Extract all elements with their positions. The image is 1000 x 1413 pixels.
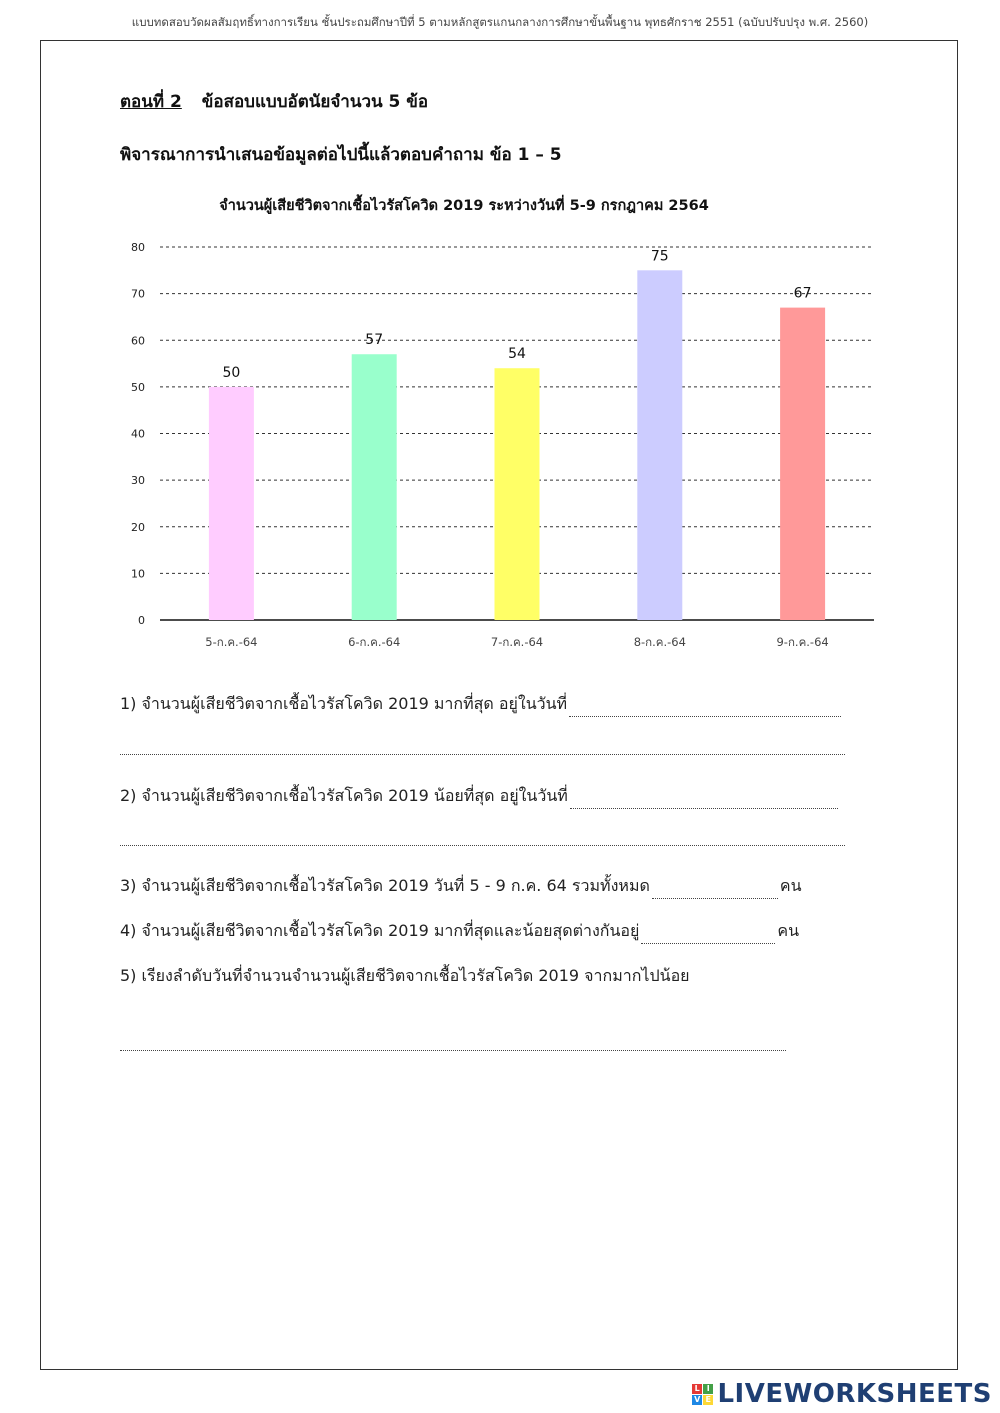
bar: [637, 270, 682, 620]
question-4: [120, 919, 799, 944]
question-4-unit: คน: [777, 921, 800, 940]
page-header: แบบทดสอบวัดผลสัมฤทธิ์ทางการเรียน ชั้นประถมศึกษาปีที่ 5 ตามหลักสูตรแกนกลางการศึกษาขั้นพื้นฐาน พุทธศักราช 2551 (ฉบับปรับปรุง พ.ศ. 2560): [131, 15, 869, 29]
question-4-text: 4) จำนวนผู้เสียชีวิตจากเชื้อไวรัสโควิด 2019 มากที่สุดและน้อยสุดต่างกันอยู่: [120, 921, 640, 940]
brand-icon-e: E: [703, 1395, 713, 1405]
section-part: ตอนที่ 2: [120, 92, 182, 112]
bar-value-label: 75: [650, 248, 669, 265]
y-tick-label: 0: [138, 614, 145, 627]
question-2: [120, 784, 840, 809]
y-tick-label: 10: [131, 567, 145, 581]
question-3-unit: คน: [779, 876, 802, 895]
question-1: [120, 692, 843, 717]
brand-logo[interactable]: [692, 1379, 992, 1409]
answer-2-blank[interactable]: [570, 790, 838, 809]
question-1-text: 1) จำนวนผู้เสียชีวิตจากเชื้อไวรัสโควิด 2019 มากที่สุด อยู่ในวันที่: [120, 694, 568, 713]
question-5-text: 5) เรียงลำดับวันที่จำนวนจำนวนผู้เสียชีวิตจากเชื้อไวรัสโควิด 2019 จากมากไปน้อย: [120, 966, 690, 985]
bar: [209, 387, 254, 620]
answer-2-line[interactable]: [120, 845, 845, 846]
y-tick-label: 70: [131, 287, 145, 301]
bar-value-label: 57: [365, 332, 384, 349]
answer-1-blank[interactable]: [569, 698, 841, 717]
x-tick-label: 8-ก.ค.-64: [633, 635, 686, 649]
bar-chart: [0, 0, 1000, 680]
x-tick-label: 5-ก.ค.-64: [205, 635, 258, 649]
answer-4-blank[interactable]: [641, 925, 775, 944]
question-5: [120, 964, 690, 989]
x-tick-label: 9-ก.ค.-64: [776, 635, 829, 649]
answer-3-blank[interactable]: [652, 880, 778, 899]
chart-title: จำนวนผู้เสียชีวิตจากเชื้อไวรัสโควิด 2019 ระหว่างวันที่ 5-9 กรกฎาคม 2564: [219, 198, 709, 214]
y-tick-label: 80: [131, 241, 145, 254]
bar: [352, 354, 397, 620]
y-tick-label: 50: [131, 380, 145, 394]
bar: [495, 368, 540, 620]
bar: [780, 308, 825, 620]
y-tick-label: 40: [131, 427, 145, 441]
y-tick-label: 30: [131, 474, 145, 488]
question-3-text: 3) จำนวนผู้เสียชีวิตจากเชื้อไวรัสโควิด 2019 วันที่ 5 - 9 ก.ค. 64 รวมทั้งหมด: [120, 876, 650, 895]
question-2-text: 2) จำนวนผู้เสียชีวิตจากเชื้อไวรัสโควิด 2019 น้อยที่สุด อยู่ในวันที่: [120, 786, 568, 805]
answer-5-line[interactable]: [120, 1050, 786, 1051]
brand-icon-v: V: [694, 1394, 701, 1404]
brand-name: LIVEWORKSHEETS: [717, 1379, 992, 1409]
brand-icon-i: I: [703, 1384, 713, 1394]
question-3: [120, 874, 802, 899]
brand-icon: [692, 1384, 713, 1405]
x-tick-label: 6-ก.ค.-64: [348, 635, 401, 649]
bar-value-label: 67: [793, 285, 812, 302]
y-tick-label: 20: [131, 520, 145, 534]
y-tick-label: 60: [131, 334, 145, 348]
instruction: พิจารณาการนำเสนอข้อมูลต่อไปนี้แล้วตอบคำถาม ข้อ 1 – 5: [120, 145, 562, 165]
brand-icon-l: L: [692, 1384, 702, 1394]
x-tick-label: 7-ก.ค.-64: [490, 635, 544, 649]
bar-value-label: 50: [222, 364, 241, 381]
bar-value-label: 54: [508, 346, 526, 363]
answer-1-line[interactable]: [120, 754, 845, 755]
section-desc: ข้อสอบแบบอัตนัยจำนวน 5 ข้อ: [201, 92, 429, 112]
